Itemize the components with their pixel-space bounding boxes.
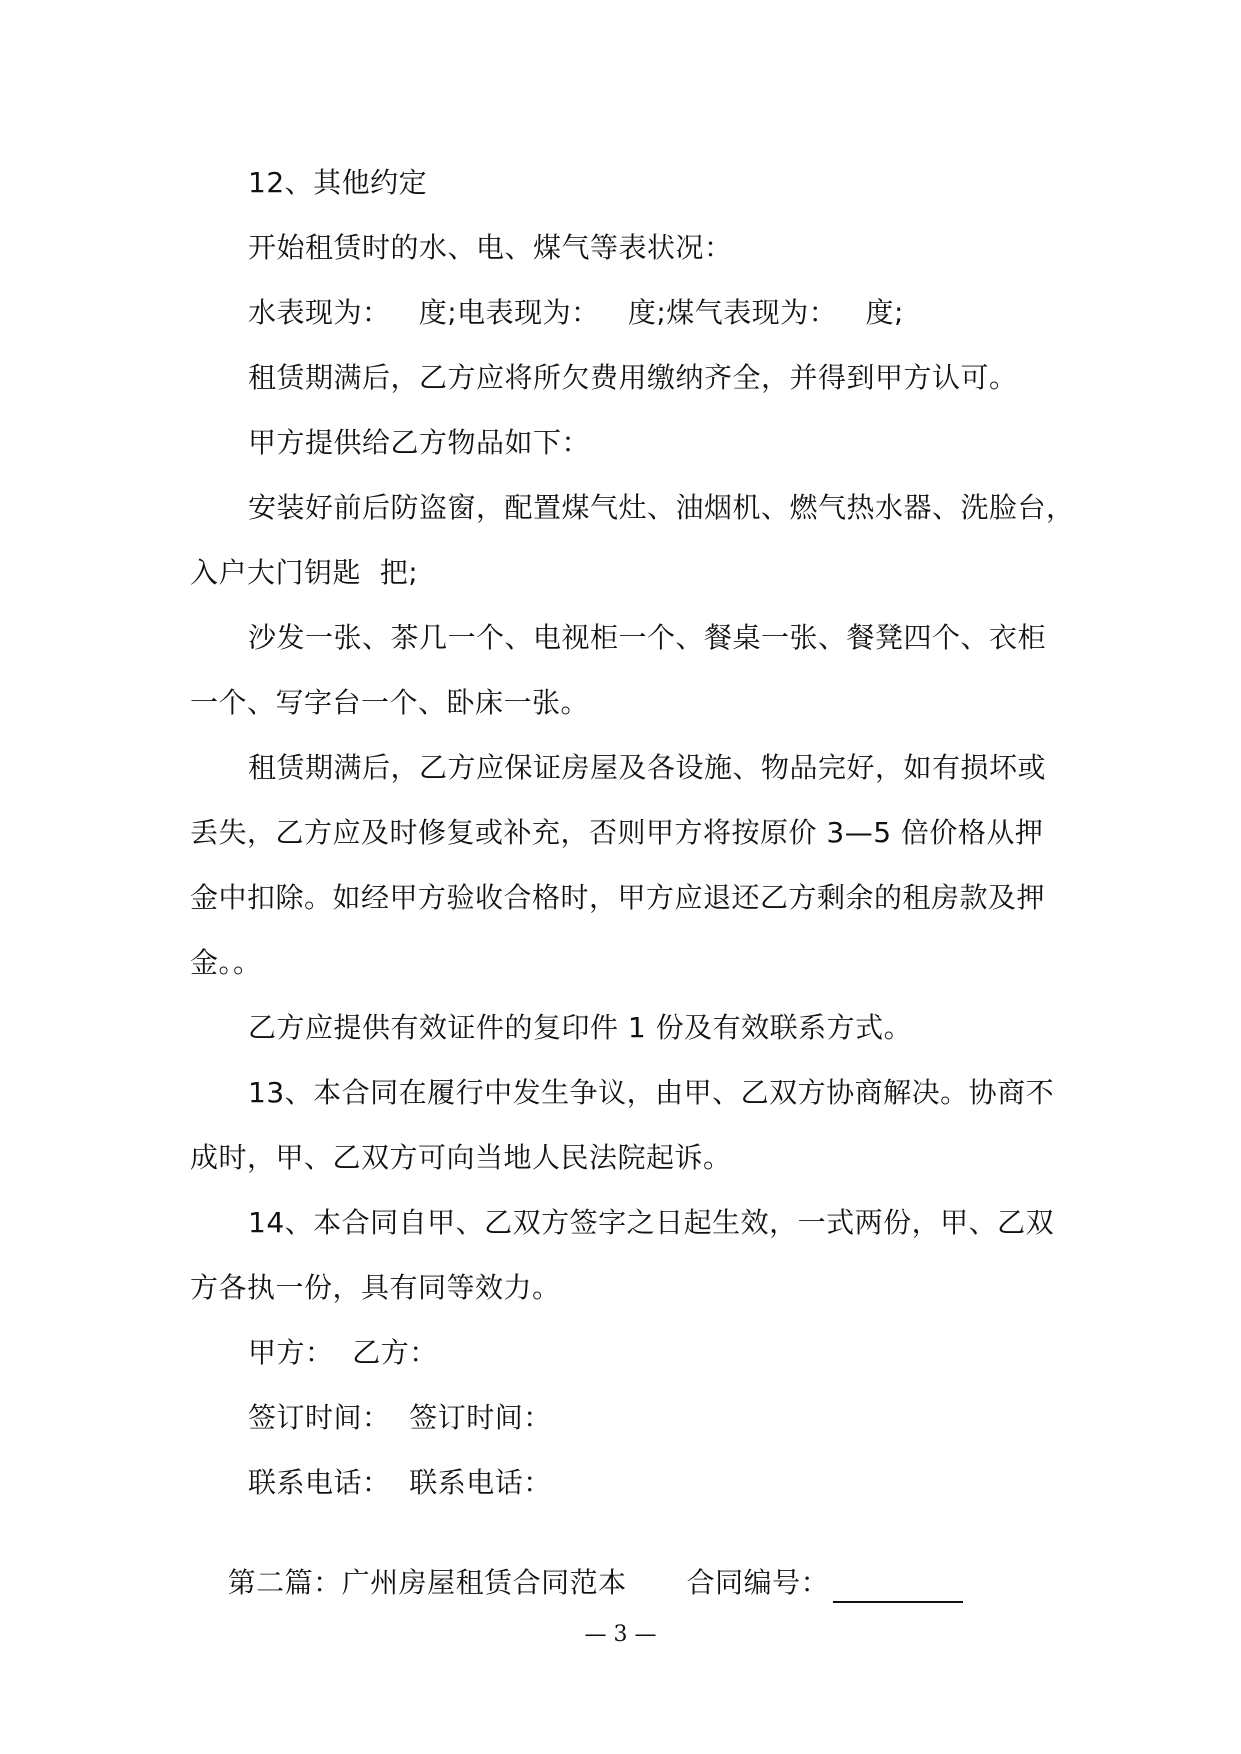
- signature-parties: 甲方： 乙方：: [248, 1336, 438, 1369]
- paragraph-continuation: 一个、写字台一个、卧床一张。: [190, 686, 590, 719]
- paragraph-continuation: 方各执一份，具有同等效力。: [190, 1271, 561, 1304]
- paragraph-continuation: 金。。: [190, 946, 262, 979]
- paragraph: 租赁期满后，乙方应将所欠费用缴纳齐全，并得到甲方认可。: [248, 361, 1018, 394]
- paragraph: 安装好前后防盗窗，配置煤气灶、油烟机、燃气热水器、洗脸台，: [248, 491, 1075, 524]
- paragraph: 水表现为： 度;电表现为： 度;煤气表现为： 度;: [248, 296, 904, 329]
- paragraph: 甲方提供给乙方物品如下：: [248, 426, 591, 459]
- signing-date: 签订时间： 签订时间：: [248, 1401, 552, 1434]
- paragraph: 开始租赁时的水、电、煤气等表状况：: [248, 231, 733, 264]
- paragraph-continuation: 金中扣除。如经甲方验收合格时，甲方应退还乙方剩余的租房款及押: [190, 881, 1046, 914]
- paragraph-continuation: 成时，甲、乙双方可向当地人民法院起诉。: [190, 1141, 732, 1174]
- page-number: — 3 —: [584, 1622, 657, 1647]
- paragraph: 租赁期满后，乙方应保证房屋及各设施、物品完好，如有损坏或: [248, 751, 1047, 784]
- contract-number-blank: [833, 1571, 963, 1603]
- contract-number-label: 合同编号：: [686, 1566, 830, 1599]
- paragraph-continuation: 入户大门钥匙 把;: [190, 556, 419, 589]
- paragraph: 沙发一张、茶几一个、电视柜一个、餐桌一张、餐凳四个、衣柜: [248, 621, 1047, 654]
- clause-14: 14、本合同自甲、乙双方签字之日起生效，一式两份，甲、乙双: [248, 1206, 1055, 1239]
- paragraph-continuation: 丢失，乙方应及时修复或补充，否则甲方将按原价 3—5 倍价格从押: [190, 816, 1044, 849]
- contact-phone: 联系电话： 联系电话：: [248, 1466, 552, 1499]
- section-title: 第二篇：广州房屋租赁合同范本: [227, 1566, 627, 1599]
- clause-12-heading: 12、其他约定: [248, 166, 428, 199]
- clause-13: 13、本合同在履行中发生争议，由甲、乙双方协商解决。协商不: [248, 1076, 1055, 1109]
- paragraph: 乙方应提供有效证件的复印件 1 份及有效联系方式。: [248, 1011, 913, 1044]
